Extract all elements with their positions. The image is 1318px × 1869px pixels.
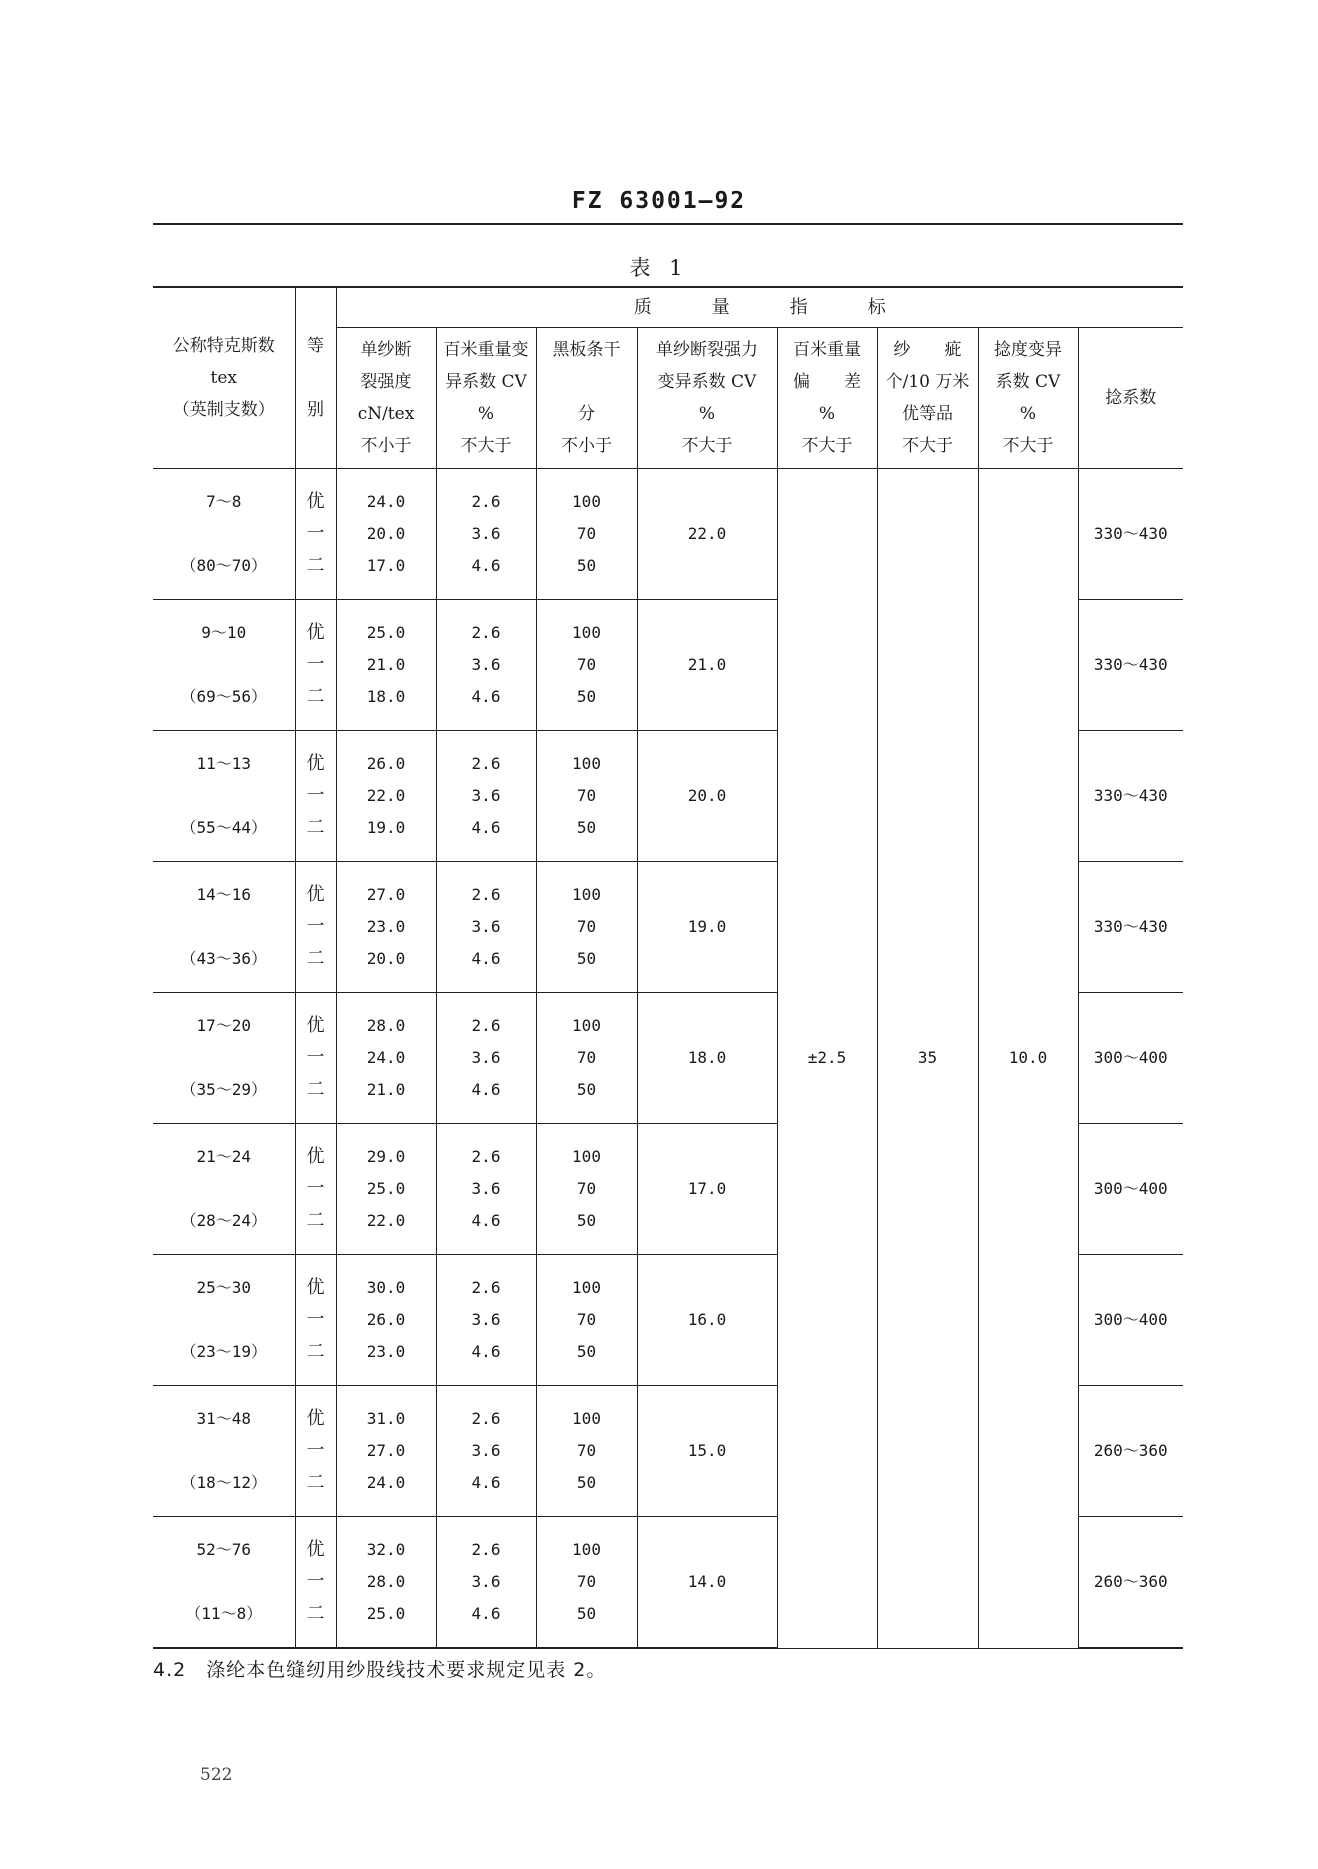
strength-cell: 24.0 20.0 17.0	[336, 469, 436, 600]
strength-cell: 27.0 23.0 20.0	[336, 862, 436, 993]
grade-cell: 优 一 二	[295, 731, 336, 862]
strength-cv-cell: 17.0	[637, 1124, 777, 1255]
weight-cv-cell: 2.6 3.6 4.6	[436, 1386, 536, 1517]
tex-range-cell: 14～16 （43～36）	[153, 862, 295, 993]
strength-cv-cell: 21.0	[637, 600, 777, 731]
grade-cell: 优 一 二	[295, 1255, 336, 1386]
col-header-yarn-defects: 纱 疵 个/10 万米 优等品 不大于	[877, 328, 978, 469]
weight-deviation-cell: ±2.5	[777, 469, 877, 1649]
evenness-cell: 100 70 50	[536, 1124, 637, 1255]
tex-range-cell: 17～20 （35～29）	[153, 993, 295, 1124]
quality-indicators-header: 质量指标	[336, 287, 1183, 328]
tex-range-cell: 21～24 （28～24）	[153, 1124, 295, 1255]
evenness-cell: 100 70 50	[536, 1255, 637, 1386]
col-header-grade: 等 别	[295, 287, 336, 469]
standard-code: FZ 63001—92	[571, 188, 747, 214]
twist-factor-cell: 300～400	[1078, 1255, 1183, 1386]
strength-cell: 32.0 28.0 25.0	[336, 1517, 436, 1649]
tex-range-cell: 52～76 （11～8）	[153, 1517, 295, 1649]
strength-cv-cell: 20.0	[637, 731, 777, 862]
col-header-tex: 公称特克斯数 tex （英制支数）	[153, 287, 295, 469]
strength-cv-cell: 16.0	[637, 1255, 777, 1386]
tex-range-cell: 11～13 （55～44）	[153, 731, 295, 862]
strength-cv-cell: 22.0	[637, 469, 777, 600]
twist-factor-cell: 260～360	[1078, 1386, 1183, 1517]
strength-cell: 26.0 22.0 19.0	[336, 731, 436, 862]
twist-factor-cell: 330～430	[1078, 469, 1183, 600]
evenness-cell: 100 70 50	[536, 1386, 637, 1517]
table-row	[153, 469, 1183, 600]
grade-cell: 优 一 二	[295, 993, 336, 1124]
strength-cell: 31.0 27.0 24.0	[336, 1386, 436, 1517]
table-body	[153, 469, 1183, 1649]
grade-cell: 优 一 二	[295, 1517, 336, 1649]
grade-cell: 优 一 二	[295, 469, 336, 600]
page-number: 522	[200, 1765, 233, 1785]
weight-cv-cell: 2.6 3.6 4.6	[436, 469, 536, 600]
table-title: 表 1	[629, 256, 689, 280]
twist-factor-cell: 330～430	[1078, 862, 1183, 993]
evenness-cell: 100 70 50	[536, 1517, 637, 1649]
col-header-twist-factor: 捻系数	[1078, 328, 1183, 469]
twist-factor-cell: 330～430	[1078, 600, 1183, 731]
weight-cv-cell: 2.6 3.6 4.6	[436, 993, 536, 1124]
twist-cv-cell: 10.0	[978, 469, 1078, 1649]
evenness-cell: 100 70 50	[536, 862, 637, 993]
strength-cv-cell: 15.0	[637, 1386, 777, 1517]
evenness-cell: 100 70 50	[536, 469, 637, 600]
strength-cell: 28.0 24.0 21.0	[336, 993, 436, 1124]
col-header-twist-cv: 捻度变异 系数 CV % 不大于	[978, 328, 1078, 469]
evenness-cell: 100 70 50	[536, 993, 637, 1124]
evenness-cell: 100 70 50	[536, 600, 637, 731]
col-header-strength-cv: 单纱断裂强力 变异系数 CV % 不大于	[637, 328, 777, 469]
tex-range-cell: 9～10 （69～56）	[153, 600, 295, 731]
weight-cv-cell: 2.6 3.6 4.6	[436, 1517, 536, 1649]
col-header-strength: 单纱断 裂强度 cN/tex 不小于	[336, 328, 436, 469]
strength-cell: 29.0 25.0 22.0	[336, 1124, 436, 1255]
col-header-weight-cv: 百米重量变 异系数 CV % 不大于	[436, 328, 536, 469]
col-header-weight-deviation: 百米重量 偏 差 % 不大于	[777, 328, 877, 469]
grade-cell: 优 一 二	[295, 600, 336, 731]
strength-cell: 30.0 26.0 23.0	[336, 1255, 436, 1386]
col-header-evenness: 黑板条干 分 不小于	[536, 328, 637, 469]
grade-cell: 优 一 二	[295, 1124, 336, 1255]
tex-range-cell: 7～8 （80～70）	[153, 469, 295, 600]
tex-range-cell: 31～48 （18～12）	[153, 1386, 295, 1517]
grade-cell: 优 一 二	[295, 1386, 336, 1517]
strength-cv-cell: 14.0	[637, 1517, 777, 1649]
twist-factor-cell: 330～430	[1078, 731, 1183, 862]
twist-factor-cell: 300～400	[1078, 1124, 1183, 1255]
evenness-cell: 100 70 50	[536, 731, 637, 862]
header-rule	[153, 223, 1183, 225]
twist-factor-cell: 260～360	[1078, 1517, 1183, 1649]
grade-cell: 优 一 二	[295, 862, 336, 993]
quality-spec-table	[153, 286, 1183, 1649]
weight-cv-cell: 2.6 3.6 4.6	[436, 600, 536, 731]
twist-factor-cell: 300～400	[1078, 993, 1183, 1124]
weight-cv-cell: 2.6 3.6 4.6	[436, 1124, 536, 1255]
strength-cv-cell: 19.0	[637, 862, 777, 993]
strength-cell: 25.0 21.0 18.0	[336, 600, 436, 731]
strength-cv-cell: 18.0	[637, 993, 777, 1124]
clause-4-2: 4.2 涤纶本色缝纫用纱股线技术要求规定见表 2。	[153, 1659, 607, 1681]
weight-cv-cell: 2.6 3.6 4.6	[436, 731, 536, 862]
tex-range-cell: 25～30 （23～19）	[153, 1255, 295, 1386]
weight-cv-cell: 2.6 3.6 4.6	[436, 1255, 536, 1386]
weight-cv-cell: 2.6 3.6 4.6	[436, 862, 536, 993]
yarn-defects-cell: 35	[877, 469, 978, 1649]
